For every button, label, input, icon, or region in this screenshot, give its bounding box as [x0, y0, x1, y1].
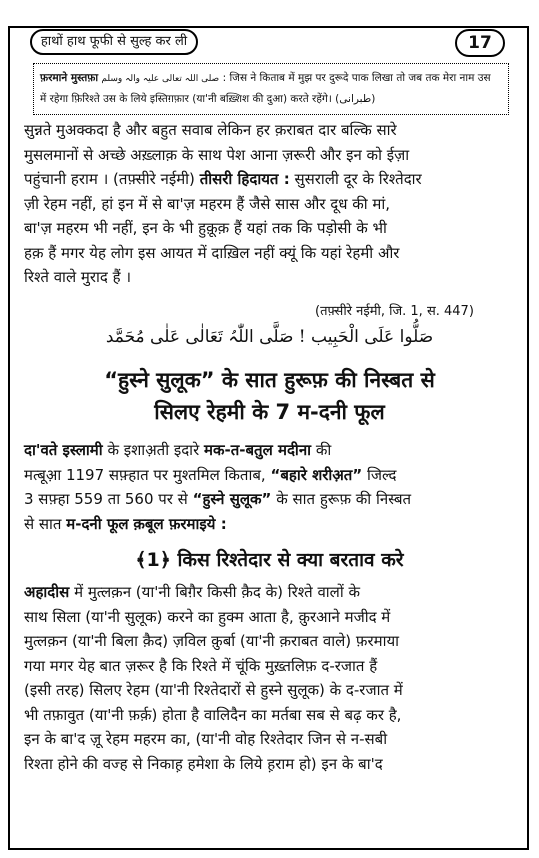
- p3-line: (इसी तरह) सिलए रेहम (या'नी रिश्तेदारों से हुस्ने सुलूक) के द-रजात में: [24, 681, 403, 699]
- p2-text: की: [315, 441, 332, 459]
- paragraph-3: [24, 580, 524, 776]
- dawat-e-islami-name: दा'वते इस्लामी: [24, 441, 103, 459]
- maktaba-name: मक-त-बतुल मदीना: [204, 441, 312, 459]
- p3-line: भी तफ़ावुत (या'नी फ़र्क़) होता है वालिदैन का मर्तबा सब से बढ़ कर है,: [24, 705, 402, 724]
- paragraph-2: [24, 438, 524, 536]
- p2-text: जिल्द: [366, 465, 397, 484]
- tafseer-reference: (तफ़्सीरे नईमी, जि. 1, स. 447): [315, 304, 474, 319]
- p1-line: हक़ हैं मगर येह लोग इस आयत में दाख़िल नहीं क्यूं कि यहां रेहमी और: [24, 243, 400, 262]
- notice-lead: फ़रमाने मुस्तफ़ा: [40, 72, 99, 84]
- p3-line: मुत्लक़न (या'नी बिला क़ैद) ज़विल क़ुर्बा (या'नी क़राबत वाले) फ़रमाया: [24, 632, 400, 650]
- p2-text: से सात: [24, 514, 62, 533]
- subheading-1: ﴾1﴿ किस रिश्तेदार से क्या बरताव करे: [135, 549, 404, 571]
- p3-line: रिश्ता होने की वज्ह से निकाह़ हमेशा के लिये ह़राम हो) इन के बा'द: [24, 754, 383, 773]
- ahadees-term: अहादीस: [24, 583, 70, 601]
- notice-salutation: صلی اللہ تعالی علیہ والہ وسلم: [101, 74, 220, 84]
- running-header-title: हाथों हाथ फूफी से सुल्ह कर ली: [30, 29, 198, 55]
- husne-sulook-term: “हुस्ने सुलूक”: [192, 490, 272, 508]
- p2-line: [24, 438, 524, 463]
- notice-line-1: [40, 68, 502, 89]
- hadith-notice-box: [33, 63, 509, 115]
- p3-line: [24, 580, 524, 605]
- durood-line: صَلُّوا عَلَی الْحَبِیب ! صَلَّی اللّٰہُ تَعَالٰی عَلٰی مُحَمَّد: [105, 327, 434, 347]
- p3-text: में मुत्लक़न (या'नी बिगै़र किसी क़ैद के) रिश्ते वालों के: [74, 583, 361, 601]
- third-instruction-label: तीसरी हिदायत :: [199, 170, 290, 188]
- p2-text: के सात हुरूफ़ की निस्बत: [276, 490, 412, 508]
- p1-line3-a: पहुंचानी हराम । (तफ़्सीरे नईमी): [24, 170, 195, 188]
- p1-line: सुन्नते मुअक्कदा है और बहुत सवाब लेकिन हर क़राबत दार बल्कि सारे: [24, 121, 397, 139]
- p1-line: रिश्ते वाले मुराद हैं ।: [24, 268, 132, 286]
- p2-text: मत्बूआ़ 1197 सफ़्हात पर मुश्तमिल किताब,: [24, 465, 266, 484]
- p2-line: [24, 512, 524, 537]
- p3-line: साथ सिला (या'नी सुलूक) करने का हुक्म आता है, क़ुरआने मजीद में: [24, 607, 391, 626]
- section-heading-line-2: सिलए रेहमी के 7 म-दनी फूल: [154, 400, 385, 424]
- p1-line: बा'ज़ महरम भी नहीं, इन के भी हुक़ूक़ हैं यहां तक कि पड़ोसी के भी: [24, 219, 387, 237]
- p2-line: [24, 487, 524, 512]
- p1-line: [24, 167, 524, 192]
- p2-line: [24, 463, 524, 488]
- p1-line: ज़ी रेहम नहीं, हां इन में से बा'ज़ महरम हैं जैसे सास और दूध की मां,: [24, 194, 391, 213]
- p2-text: क़बूल फ़रमाइये :: [133, 514, 227, 533]
- page-number: 17: [455, 29, 505, 57]
- p2-text: के इशाअ़ती इदारे: [107, 441, 200, 459]
- p3-line: इन के बा'द ज़ू रेहम महरम का, (या'नी वोह रिश्तेदार जिन से न-सबी: [24, 730, 388, 748]
- book-title: “बहारे शरीअ़त”: [270, 465, 363, 484]
- p1-line3-c: सुसराली दूर के रिश्तेदार: [294, 170, 422, 188]
- p3-line: गया मगर येह बात ज़रूर है कि रिश्ते में चूंकि मुख़्तलिफ़ द-रजात हैं: [24, 656, 378, 675]
- notice-line-2: में रहेगा फ़िरिश्ते उस के लिये इस्तिग़फ़ार (या'नी बख़्शिश की दुआ) करते रहेंगे। (طبرانی): [40, 93, 376, 105]
- paragraph-1: [24, 118, 524, 290]
- p2-text: 3 सफ़्हा 559 ता 560 पर से: [24, 490, 188, 508]
- section-heading-line-1: “हुस्ने सुलूक” के सात हुरूफ़ की निस्बत से: [104, 368, 435, 392]
- madani-phool-term: म-दनी फूल: [66, 514, 129, 533]
- notice-text-1: : जिस ने किताब में मुझ पर दुरूदे पाक लिखा तो जब तक मेरा नाम उस: [222, 72, 491, 84]
- p1-line: मुसलमानों से अच्छे अख़्लाक़ के साथ पेश आना ज़रूरी और इन को ईज़ा: [24, 145, 410, 164]
